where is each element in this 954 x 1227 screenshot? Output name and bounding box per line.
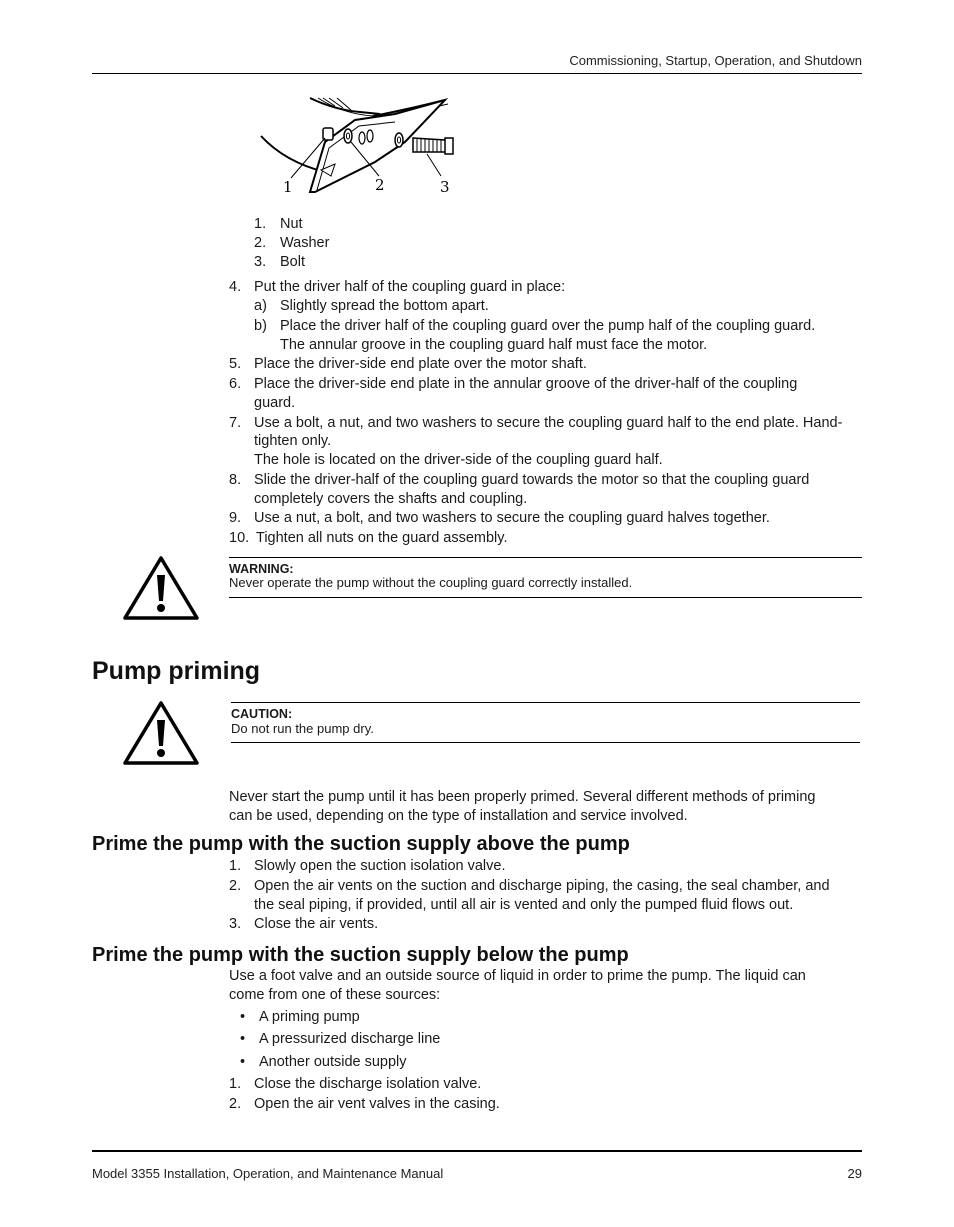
step-item: 3. Close the air vents. [229,916,379,932]
step-item: 7. Use a bolt, a nut, and two washers to secure the coupling guard half to the end plate. Hand- tighten only. The hole is located on the driver-side of the coupling guard half. [229,415,843,468]
footer-rule [92,1150,862,1152]
warning-icon [122,555,200,626]
legend-item: 1. Nut [254,216,303,232]
priming-intro: Never start the pump until it has been properly primed. Several different methods of priming can be used, depending on the type of installation and service involved. [229,789,816,824]
above-steps [229,857,869,934]
running-header: Commissioning, Startup, Operation, and Shutdown [569,53,862,68]
below-steps [229,1075,869,1114]
step-item: 9. Use a nut, a bolt, and two washers to secure the coupling guard halves together. [229,510,770,526]
warning-bottom-rule [229,597,862,598]
callout-1: 1 [283,178,293,196]
substep-item: a) Slightly spread the bottom apart. [254,298,489,314]
legend-item: 2. Washer [254,235,330,251]
legend-item: 3. Bolt [254,254,305,270]
step-item: 2. Open the air vents on the suction and discharge piping, the casing, the seal chamber, and the seal piping, if provided, until all air is vented and only the pumped fluid flows out. [229,878,830,913]
subsection-title-below: Prime the pump with the suction supply below the pump [92,944,629,966]
below-intro: Use a foot valve and an outside source of liquid in order to prime the pump. The liquid can come from one of these sources: [229,968,806,1003]
step-item: 5. Place the driver-side end plate over the motor shaft. [229,356,587,372]
page-number: 29 [847,1166,862,1181]
bullet-item: • A pressurized discharge line [240,1031,441,1047]
procedure-steps [229,278,869,548]
caution-text: Do not run the pump dry. [231,721,374,736]
step-item: 10. Tighten all nuts on the guard assembly. [229,530,508,546]
footer-manual-title: Model 3355 Installation, Operation, and Maintenance Manual [92,1166,444,1181]
step-item: 8. Slide the driver-half of the coupling guard towards the motor so that the coupling guard completely covers the shafts and coupling. [229,472,810,507]
section-title: Pump priming [92,657,261,685]
callout-3: 3 [440,178,450,196]
warning-text: Never operate the pump without the coupling guard correctly installed. [229,575,633,590]
figure-legend [254,215,554,272]
step-item: 1. Close the discharge isolation valve. [229,1076,482,1092]
caution-top-rule [231,702,860,703]
caution-icon [122,700,200,771]
callout-2: 2 [375,176,385,194]
bullet-item: • A priming pump [240,1009,360,1025]
bullet-item: • Another outside supply [240,1054,407,1070]
substep-item: b) Place the driver half of the coupling guard over the pump half of the coupling guard. The annular groove in the coupling guard half must face the motor. [254,318,816,353]
caution-title: CAUTION: [231,707,293,721]
step-item: 1. Slowly open the suction isolation valve. [229,858,506,874]
caution-bottom-rule [231,742,860,743]
warning-top-rule [229,557,862,558]
step-item: 6. Place the driver-side end plate in the annular groove of the driver-half of the coupling guard. [229,376,798,411]
step-item: 4. Put the driver half of the coupling guard in place: [229,279,566,295]
source-bullets [240,1008,640,1075]
coupling-guard-drawing [255,92,470,197]
step-item: 2. Open the air vent valves in the casing. [229,1096,500,1112]
header-rule [92,73,862,74]
subsection-title-above: Prime the pump with the suction supply above the pump [92,833,630,855]
warning-title: WARNING: [229,562,294,576]
coupling-guard-figure [255,92,470,197]
